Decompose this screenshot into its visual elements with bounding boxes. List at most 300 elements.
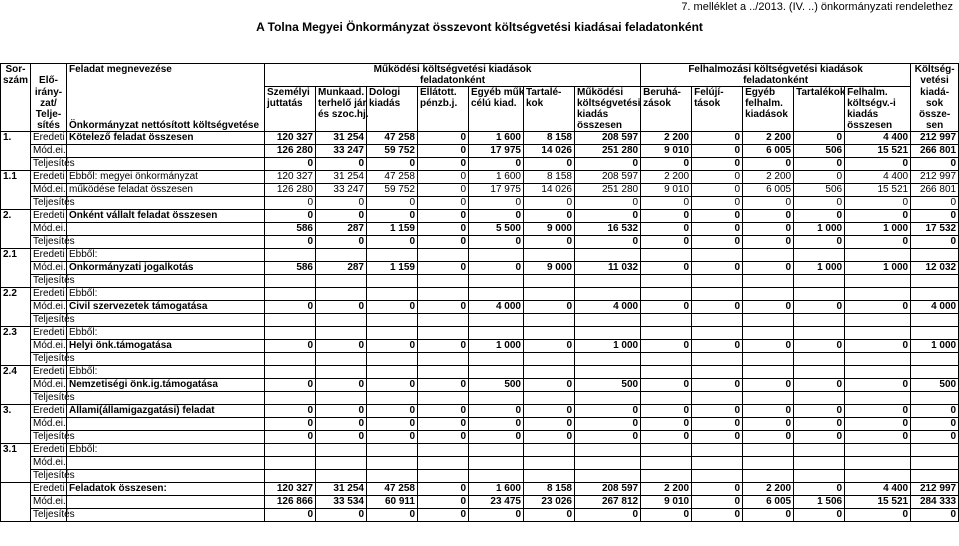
- table-row: [1, 431, 959, 444]
- value-cell: 0: [367, 236, 418, 249]
- task-name: [67, 509, 265, 522]
- value-cell: [469, 314, 524, 327]
- value-cell: [316, 470, 367, 483]
- value-cell: [911, 470, 959, 483]
- header-col-11: [794, 98, 845, 109]
- value-cell: [524, 353, 575, 366]
- header-row: [1, 109, 959, 120]
- value-cell: 0: [469, 210, 524, 223]
- table-header: [1, 64, 959, 132]
- value-cell: 0: [692, 197, 743, 210]
- value-cell: [265, 249, 316, 262]
- value-cell: 0: [692, 236, 743, 249]
- value-cell: 0: [524, 379, 575, 392]
- value-cell: 0: [845, 418, 911, 431]
- header-koltsegvetesi-osszesen: kiadá-: [911, 87, 959, 99]
- row-number: 2.: [1, 210, 31, 223]
- task-name: Ebből:: [67, 288, 265, 301]
- value-cell: 0: [911, 418, 959, 431]
- value-cell: [418, 457, 469, 470]
- value-cell: 0: [794, 132, 845, 145]
- value-cell: [911, 392, 959, 405]
- table-row: [1, 184, 959, 197]
- table-row: [1, 210, 959, 223]
- row-number: [1, 340, 31, 353]
- value-cell: 0: [692, 301, 743, 314]
- value-cell: 11 032: [575, 262, 641, 275]
- value-cell: 0: [469, 509, 524, 522]
- value-cell: 0: [845, 236, 911, 249]
- value-cell: [575, 314, 641, 327]
- value-cell: [469, 327, 524, 340]
- value-cell: [911, 366, 959, 379]
- table-row: [1, 405, 959, 418]
- row-type: Teljesítés: [31, 275, 67, 288]
- row-number: [1, 483, 31, 496]
- row-number: 1.1: [1, 171, 31, 184]
- value-cell: 0: [265, 340, 316, 353]
- value-cell: [575, 457, 641, 470]
- value-cell: [316, 353, 367, 366]
- table-row: [1, 223, 959, 236]
- value-cell: 1 600: [469, 483, 524, 496]
- value-cell: 0: [743, 158, 794, 171]
- value-cell: 0: [692, 210, 743, 223]
- value-cell: [845, 444, 911, 457]
- value-cell: 287: [316, 223, 367, 236]
- value-cell: 0: [575, 405, 641, 418]
- value-cell: 0: [692, 340, 743, 353]
- value-cell: 0: [418, 509, 469, 522]
- value-cell: 0: [265, 197, 316, 210]
- table-row: [1, 418, 959, 431]
- header-sorszam: szám: [1, 75, 31, 87]
- row-number: [1, 158, 31, 171]
- value-cell: [418, 275, 469, 288]
- value-cell: [794, 288, 845, 301]
- value-cell: 2 200: [641, 132, 692, 145]
- value-cell: [692, 470, 743, 483]
- value-cell: 0: [692, 171, 743, 184]
- value-cell: [418, 353, 469, 366]
- row-number: [1, 184, 31, 197]
- header-col-7: költségvetési: [575, 98, 641, 109]
- value-cell: 0: [794, 405, 845, 418]
- value-cell: [418, 249, 469, 262]
- value-cell: 59 752: [367, 184, 418, 197]
- value-cell: 0: [524, 340, 575, 353]
- value-cell: 0: [367, 379, 418, 392]
- value-cell: [367, 275, 418, 288]
- task-name: [67, 197, 265, 210]
- value-cell: 0: [743, 210, 794, 223]
- value-cell: 0: [641, 405, 692, 418]
- value-cell: [367, 249, 418, 262]
- value-cell: 0: [845, 158, 911, 171]
- value-cell: 1 000: [469, 340, 524, 353]
- value-cell: [743, 275, 794, 288]
- value-cell: 17 975: [469, 145, 524, 158]
- value-cell: 0: [265, 431, 316, 444]
- value-cell: 126 280: [265, 145, 316, 158]
- value-cell: 0: [367, 301, 418, 314]
- value-cell: [367, 444, 418, 457]
- value-cell: 0: [575, 431, 641, 444]
- value-cell: 0: [524, 405, 575, 418]
- row-type: Eredeti: [31, 405, 67, 418]
- value-cell: [794, 314, 845, 327]
- value-cell: 0: [418, 210, 469, 223]
- value-cell: [316, 275, 367, 288]
- row-type: Teljesítés: [31, 314, 67, 327]
- header-col-1: [265, 120, 316, 132]
- task-name: [67, 158, 265, 171]
- header-row: [1, 120, 959, 132]
- task-name: [67, 223, 265, 236]
- header-col-6: [524, 120, 575, 132]
- value-cell: [469, 288, 524, 301]
- value-cell: [524, 392, 575, 405]
- task-name: [67, 236, 265, 249]
- header-col-7: kiadás: [575, 109, 641, 120]
- value-cell: 506: [794, 184, 845, 197]
- value-cell: [367, 288, 418, 301]
- header-sorszam: Sor-: [1, 64, 31, 76]
- task-name: [67, 275, 265, 288]
- header-sorszam: [1, 109, 31, 120]
- header-eloiranyzat: zat/: [31, 98, 67, 109]
- header-col-2: és szoc.hj.: [316, 109, 367, 120]
- value-cell: 0: [743, 301, 794, 314]
- value-cell: 0: [265, 509, 316, 522]
- row-number: 2.4: [1, 366, 31, 379]
- value-cell: 0: [641, 262, 692, 275]
- header-nettositott: Önkormányzat nettósított költségvetése: [67, 120, 265, 132]
- value-cell: [845, 288, 911, 301]
- task-name: Ebből:: [67, 444, 265, 457]
- task-name: [67, 418, 265, 431]
- task-name: [67, 314, 265, 327]
- value-cell: [316, 392, 367, 405]
- row-type: Mód.ei.: [31, 496, 67, 509]
- value-cell: [641, 275, 692, 288]
- value-cell: [418, 444, 469, 457]
- header-mukodesi-group: feladatonként: [265, 75, 641, 87]
- value-cell: [575, 327, 641, 340]
- value-cell: 14 026: [524, 145, 575, 158]
- value-cell: [641, 457, 692, 470]
- value-cell: [418, 470, 469, 483]
- value-cell: 0: [316, 405, 367, 418]
- value-cell: [575, 392, 641, 405]
- value-cell: 0: [692, 184, 743, 197]
- row-number: [1, 496, 31, 509]
- document-title: A Tolna Megyei Önkormányzat összevont költségvetési kiadásai feladatonként: [256, 20, 703, 34]
- value-cell: [265, 275, 316, 288]
- value-cell: [265, 353, 316, 366]
- value-cell: 0: [692, 418, 743, 431]
- header-col-11: [794, 120, 845, 132]
- value-cell: 0: [469, 236, 524, 249]
- value-cell: [265, 366, 316, 379]
- value-cell: 0: [316, 418, 367, 431]
- header-eloiranyzat: sítés: [31, 120, 67, 132]
- value-cell: 23 475: [469, 496, 524, 509]
- value-cell: 6 005: [743, 145, 794, 158]
- value-cell: [641, 288, 692, 301]
- value-cell: 15 521: [845, 184, 911, 197]
- value-cell: 8 158: [524, 132, 575, 145]
- value-cell: 0: [265, 379, 316, 392]
- value-cell: [418, 392, 469, 405]
- value-cell: 0: [316, 158, 367, 171]
- value-cell: 0: [794, 379, 845, 392]
- value-cell: 0: [418, 483, 469, 496]
- value-cell: 9 010: [641, 496, 692, 509]
- value-cell: 0: [692, 496, 743, 509]
- row-type: Eredeti: [31, 132, 67, 145]
- row-number: 1.: [1, 132, 31, 145]
- value-cell: 0: [641, 197, 692, 210]
- value-cell: 0: [418, 418, 469, 431]
- value-cell: [794, 366, 845, 379]
- header-col-2: Munkaad.: [316, 87, 367, 99]
- table-row: [1, 275, 959, 288]
- value-cell: 1 600: [469, 132, 524, 145]
- row-type: Teljesítés: [31, 509, 67, 522]
- value-cell: [524, 249, 575, 262]
- value-cell: 0: [469, 405, 524, 418]
- value-cell: 0: [845, 431, 911, 444]
- header-col-4: Ellátott.: [418, 87, 469, 99]
- row-type: Eredeti: [31, 288, 67, 301]
- value-cell: [265, 314, 316, 327]
- value-cell: [524, 444, 575, 457]
- value-cell: 0: [367, 418, 418, 431]
- value-cell: 0: [911, 509, 959, 522]
- table-row: [1, 249, 959, 262]
- value-cell: [692, 288, 743, 301]
- task-name: [67, 431, 265, 444]
- task-name: Ebből:: [67, 366, 265, 379]
- row-type: Teljesítés: [31, 158, 67, 171]
- value-cell: 33 247: [316, 184, 367, 197]
- value-cell: 60 911: [367, 496, 418, 509]
- value-cell: [469, 366, 524, 379]
- table-row: [1, 496, 959, 509]
- table-row: [1, 392, 959, 405]
- value-cell: 1 000: [911, 340, 959, 353]
- value-cell: 0: [316, 431, 367, 444]
- value-cell: [641, 249, 692, 262]
- value-cell: [743, 470, 794, 483]
- value-cell: 0: [316, 340, 367, 353]
- value-cell: 0: [911, 431, 959, 444]
- table-row: [1, 379, 959, 392]
- row-type: Eredeti: [31, 444, 67, 457]
- value-cell: 0: [692, 431, 743, 444]
- value-cell: 287: [316, 262, 367, 275]
- value-cell: [743, 314, 794, 327]
- header-col-4: [418, 109, 469, 120]
- value-cell: [265, 288, 316, 301]
- value-cell: 0: [265, 418, 316, 431]
- value-cell: [641, 314, 692, 327]
- value-cell: [743, 327, 794, 340]
- row-type: Teljesítés: [31, 392, 67, 405]
- value-cell: 500: [469, 379, 524, 392]
- value-cell: [692, 444, 743, 457]
- header-col-3: kiadás: [367, 98, 418, 109]
- value-cell: 9 000: [524, 223, 575, 236]
- header-col-10: [743, 120, 794, 132]
- value-cell: [469, 353, 524, 366]
- value-cell: 0: [524, 509, 575, 522]
- value-cell: 0: [692, 262, 743, 275]
- value-cell: [845, 327, 911, 340]
- value-cell: 0: [743, 418, 794, 431]
- value-cell: [469, 249, 524, 262]
- value-cell: 0: [575, 210, 641, 223]
- row-type: Teljesítés: [31, 470, 67, 483]
- header-col-1: [265, 109, 316, 120]
- header-koltsegvetesi-osszesen: sok: [911, 98, 959, 109]
- row-number: [1, 509, 31, 522]
- header-eloiranyzat: irány-: [31, 87, 67, 99]
- value-cell: 0: [911, 236, 959, 249]
- table-row: [1, 327, 959, 340]
- value-cell: 0: [524, 431, 575, 444]
- header-koltsegvetesi-osszesen: össze-: [911, 109, 959, 120]
- header-feladat: [67, 75, 265, 87]
- row-number: 2.3: [1, 327, 31, 340]
- value-cell: [316, 444, 367, 457]
- value-cell: [743, 444, 794, 457]
- header-felhalmozasi-group: Felhalmozási költségvetési kiadások: [641, 64, 911, 76]
- value-cell: 0: [692, 132, 743, 145]
- row-number: [1, 379, 31, 392]
- value-cell: 2 200: [641, 483, 692, 496]
- value-cell: [469, 275, 524, 288]
- value-cell: 0: [418, 379, 469, 392]
- header-col-3: Dologi: [367, 87, 418, 99]
- value-cell: [845, 470, 911, 483]
- value-cell: [794, 275, 845, 288]
- value-cell: [367, 353, 418, 366]
- header-feladat: [67, 109, 265, 120]
- value-cell: [524, 314, 575, 327]
- value-cell: [641, 353, 692, 366]
- value-cell: [692, 327, 743, 340]
- task-name: Feladatok összesen:: [67, 483, 265, 496]
- header-col-2: [316, 120, 367, 132]
- value-cell: [692, 392, 743, 405]
- value-cell: [418, 288, 469, 301]
- value-cell: 0: [418, 197, 469, 210]
- table-row: [1, 171, 959, 184]
- value-cell: 0: [692, 145, 743, 158]
- row-type: Mód.ei.: [31, 145, 67, 158]
- value-cell: 4 400: [845, 132, 911, 145]
- row-number: [1, 145, 31, 158]
- value-cell: 0: [641, 340, 692, 353]
- header-col-5: [469, 109, 524, 120]
- task-name: működése feladat összesen: [67, 184, 265, 197]
- value-cell: [575, 275, 641, 288]
- row-type: Teljesítés: [31, 353, 67, 366]
- value-cell: 212 997: [911, 483, 959, 496]
- value-cell: 0: [743, 405, 794, 418]
- value-cell: 0: [469, 158, 524, 171]
- value-cell: [845, 249, 911, 262]
- value-cell: 0: [641, 210, 692, 223]
- value-cell: 0: [316, 236, 367, 249]
- value-cell: 0: [692, 158, 743, 171]
- value-cell: 586: [265, 262, 316, 275]
- value-cell: [316, 366, 367, 379]
- value-cell: 208 597: [575, 171, 641, 184]
- value-cell: [418, 366, 469, 379]
- value-cell: [794, 392, 845, 405]
- value-cell: 0: [692, 405, 743, 418]
- value-cell: [641, 444, 692, 457]
- table-row: [1, 145, 959, 158]
- row-number: [1, 262, 31, 275]
- value-cell: 8 158: [524, 483, 575, 496]
- value-cell: 0: [911, 197, 959, 210]
- value-cell: 0: [794, 210, 845, 223]
- value-cell: 4 400: [845, 171, 911, 184]
- value-cell: [743, 457, 794, 470]
- task-name: Helyi önk.támogatása: [67, 340, 265, 353]
- table-row: [1, 366, 959, 379]
- value-cell: 0: [911, 210, 959, 223]
- value-cell: [469, 444, 524, 457]
- value-cell: 0: [265, 301, 316, 314]
- table-row: [1, 340, 959, 353]
- row-type: Eredeti: [31, 327, 67, 340]
- row-number: [1, 431, 31, 444]
- value-cell: 0: [692, 483, 743, 496]
- task-name: Nemzetiségi önk.ig.támogatása: [67, 379, 265, 392]
- value-cell: [316, 314, 367, 327]
- value-cell: 12 032: [911, 262, 959, 275]
- value-cell: [367, 327, 418, 340]
- value-cell: [743, 392, 794, 405]
- value-cell: 1 159: [367, 262, 418, 275]
- value-cell: 0: [743, 431, 794, 444]
- header-col-6: Tartalé-: [524, 87, 575, 99]
- row-type: Eredeti: [31, 483, 67, 496]
- value-cell: 23 026: [524, 496, 575, 509]
- task-name: Állami(államigazgatási) feladat: [67, 405, 265, 418]
- header-sorszam: [1, 98, 31, 109]
- value-cell: 0: [524, 197, 575, 210]
- header-col-12: összesen: [845, 120, 911, 132]
- header-col-8: [641, 120, 692, 132]
- row-number: [1, 418, 31, 431]
- value-cell: [265, 457, 316, 470]
- value-cell: [524, 457, 575, 470]
- value-cell: 0: [418, 145, 469, 158]
- value-cell: 0: [418, 301, 469, 314]
- header-col-6: [524, 109, 575, 120]
- row-number: 2.2: [1, 288, 31, 301]
- header-mukodesi-group: Működési költségvetési kiadások: [265, 64, 641, 76]
- value-cell: 0: [418, 431, 469, 444]
- value-cell: 0: [575, 509, 641, 522]
- value-cell: 0: [524, 236, 575, 249]
